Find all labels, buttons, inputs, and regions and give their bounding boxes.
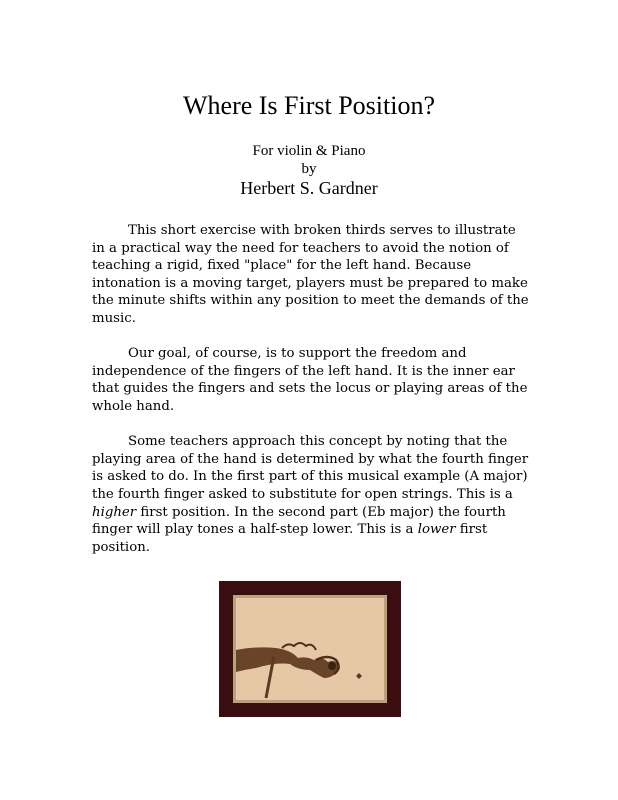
emphasis-lower: lower [417, 522, 456, 538]
violin-hand-illustration [236, 598, 384, 700]
paragraph-3-part-1: Some teachers approach this concept by noting that the playing area of the hand is determined by what the fourth finger is asked to do. In the first part of this musical example (A major) the fourth finger asked to substitute for open strings. This is a [92, 434, 529, 502]
framed-artwork-photo [219, 581, 401, 717]
paragraph-3-part-3: first position. [92, 522, 488, 555]
paragraph-3 [92, 433, 532, 556]
emphasis-higher: higher [92, 504, 137, 520]
document-title: Where Is First Position? [182, 91, 436, 120]
body-text [92, 222, 532, 574]
author-name: Herbert S. Gardner [240, 178, 378, 198]
instrumentation-line: For violin & Piano [252, 143, 366, 159]
paragraph-3-part-2: first position. In the second part (Eb major) the fourth finger will play tones a half-step lower. This is a [92, 504, 506, 538]
violin-hand-drawing [236, 598, 384, 700]
paragraph-1: This short exercise with broken thirds serves to illustrate in a practical way the need for teachers to avoid the notion of teaching a rigid, fixed "place" for the left hand. Because intonation is a moving target, players must be prepared to make the minute shifts within any position to meet the demands of the music. [92, 223, 529, 326]
by-line: by [301, 161, 317, 177]
paragraph-2: Our goal, of course, is to support the freedom and independence of the fingers of the left hand. It is the inner ear that guides the fingers and sets the locus or playing areas of the whole hand. [92, 346, 528, 414]
